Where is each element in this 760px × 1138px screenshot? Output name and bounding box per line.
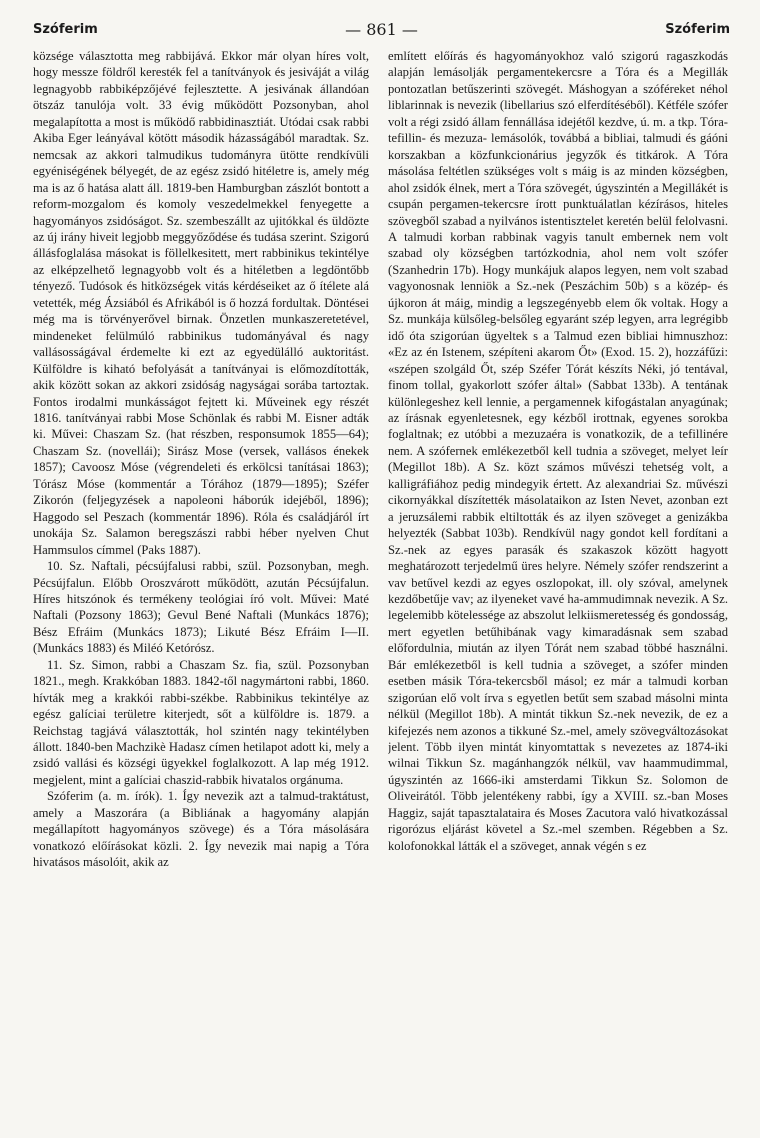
running-header (33, 20, 730, 44)
paragraph: 11. Sz. Simon, rabbi a Chaszam Sz. fia, szül. Pozsonyban 1821., megh. Krakkóban 1883. 1842-től nagymártoni rabbi, 1860. hívták meg a krakkói rabbi-székbe. Rabbinikus tekintélye az egész galíciai területre kiterjedt, sőt a külföldre is. 1879. a Reichstag tagjává választották, hol szintén nagy tekintélyben állott. 1840-ben Machzikè Hadasz címen hetilapot adott ki, mely a zsidó vallási és községi ügyekkel foglalkozott. A lap még 1912. megjelent, mint a galíciai chaszid-rabbik hivatalos orgánuma. (33, 657, 369, 787)
paragraph: 10. Sz. Naftali, pécsújfalusi rabbi, szül. Pozsonyban, megh. Pécsújfalun. Előbb Oroszvárott működött, azután Pécsújfalun. Híres hitszónok és termékeny teológiai író volt. Művei: Maté Naftali (Pozsony 1863); Gevul Bené Naftali (Munkács 1876); Bész Efráim (Munkács 1873); Likuté Bész Efráim I—II. (Munkács 1883) és Miléó Ketórósz. (33, 559, 369, 656)
paragraph: községe választotta meg rabbijává. Ekkor már olyan híres volt, hogy messze földről keresték fel a tanítványok és jesiváját a világ legnagyobb rabbiképzőjévé fejlesztette. A jesivának állandóan ötszáz tanulója volt. 33 évig működött Pozsonyban, ahol megalapította a most is működő rabbidinasztiát. Utódai csak rabbi Akiba Eger leányával kötött második házasságából maradtak. Sz. nemcsak az akkori talmudikus tudományra ütötte rendkívüli egyéniségének bélyegét, de az egész zsidó hitéletre is, amely még ma is az ő hatása alatt áll. 1819-ben Hamburgban zászlót bontott a reform-mozgalom és komoly veszedelmekkel fenyegette a hagyományos zsidóságot. Sz. szembeszállt az ujitókkal és üldözte az új irány hiveit legjobb meggyőződése és tudása szerint. Szigorú állásfoglalása másokat is föllelkesitett, mert rabbinikus tekintélye az elképzelhető legnagyobb volt és a hitéletben a legdöntőbb tényező. Tudósok és hitközségek vitás kérdéseiket az ő ítélete alá vetették, még Ázsiából és Afrikából is ő hozzá fordultak. Döntései még ma is törvényerővel birnak. Önzetlen munkaszeretetével, mindeneket felülmúló rabbinikus tudományával és nagy vallásosságával érdemelte ki ezt az egyedülálló auktoritást. Külföldre is kiható befolyását a tanítványai is előmozdították, akik között sokan az akkori zsidóság nagyságai sorába tartoztak. Fontos irodalmi munkásságot fejtett ki. Műveinek egy részét 1816. tanítványai rabbi Mose Schönlak és rabbi M. Eisner adták ki. Művei: Chaszam Sz. (hat részben, responsumok 1855—64); Chaszam Sz. (novellái); Sirász Mose (versek, vallásos énekek 1857); Cavoosz Móse (végrendeleti és erkölcsi tanításai 1863); Tórász Móse (kommentár a Tórához (1879—1895); Széfer Zikorón (feljegyzések a napoleoni háborúk idejéből, 1896); Haggodo sel Peszach (kommentár 1896). Róla és családjáról írt unokája Sz. Salamon beregszászi rabbi héber nyelven Chut Hammsulos címmel (Paks 1887). (33, 49, 369, 557)
right-column (388, 48, 728, 1130)
header-left-title: Szóferim (33, 22, 98, 37)
page-number: — 861 — (345, 20, 418, 39)
paragraph: említett előírás és hagyományokhoz való szigorú ragaszkodás alapján lemásolják pergamentekercsre a Tóra és a Megillák pontozatlan betűszerinti szövegét. Máshogyan a szóféreket néhol liblarinnak is nevezik (libellarius szó elferdítéséből). Kétféle szófer volt a régi zsidó állam fennállása idejétől kezdve, ú. m. a tkp. Tóra-tefillin- és mezuza- lemásolók, továbbá a bibliai, talmudi és gáóni korszakban a közfunkcionárius jegyzők és titkárok. A Tóra másolása feltétlen szükséges volt s máig is az minden községben, ahol zsidók élnek, mert a Tóra szövegét, úgyszintén a Megillákét is csupán pergamen-tekercsre írott punktuálatlan kézírásos, hiteles szövegből szabad a nyilvános istentisztelet keretén belül felolvasni. A talmudi korban rabbinak vagyis tanult embernek nem volt szabad oly községben tartózkodnia, ahol nem volt szófer (Szanhedrin 17b). Hogy munkájuk alapos legyen, nem volt szabad vagyonosnak lenniök a Sz.-nek (Peszáchim 50b) s a közép- és újkoron át máig, mindig a legszegényebb elem ők voltak. Hogy a Sz. munkája külsőleg-belsőleg egyaránt szép legyen, arra legrégibb idő óta szigorúan ügyeltek s a Talmud ezen bibliai himnuszhoz: «Ez az én Istenem, szépíteni akarom Őt» (Exod. 15. 2), hozzáfűzi: «szépen szolgáld Őt, szép Széfer Tórát készíts Néki, jó tentával, finom tollal, gyakorlott szófer által» (Sabbat 133b). A tentának különlegeshez kell lennie, a pergamennek kifogástalan anyagúnak; az írásnak egyenletesnek, egy kézből irottnak, egyenes sorokba foglaltnak; ez utóbbi a mezuzaéra is vonatkozik, de a tefillinére nem. A szófernek emlékezetből kell tudnia a szöveget, melyet leír (Megillot 18b). A Sz. közt számos művészi tehetség volt, a kalligráfiához pedig mindegyik értett. Az alexandriai Sz. művészi cikornyákkal díszítették másolataikon az Isten Nevet, azonban ezt a jeruzsálemi rabbik eltiltották és az ilyen szöveget a genizákba helyezték (Sabbat 103b). Rendkívül nagy gondot kell fordítani a Sz.-nek az egyes parasák és szakaszok között hagyott meghatározott terjedelmű üres helyre. Némely szófer rendszerint a vav betűvel kezdi az egyes oszlopokat, ill. oly szóval, amelynek kezdőbetűje vav; az ilyeneket vavé ha-ammudimnak nevezik. A Sz. legelemibb kötelessége az abszolut lelkiismeretesség és gondosság, mert egyetlen betűhibának vagy kimaradásnak sem szabad előfordulnia, miután az ilyen Tórát nem szabad többé használni. Bár emlékezetből is kell tudnia a szöveget, a szófer minden esetben másik Tóra-tekercsből másol; ez már a talmudi korban szigorúan elő volt írva s egyetlen betűt sem szabad másolni minta nélkül (Megillot 18b). A mintát tikkun Sz.-nek nevezik, de ez a kifejezés nem azonos a tikkuné Sz.-mel, amely szövegváltozásokat jelent. Több ilyen mintát kinyomtattak s nevezetes az 1874-iki wilnai Tikkun Sz. magánhangzók nélkül, vav haammudimmal, úgyszintén az 1666-iki amsterdami Tikkun Sz. Solomon de Oliveirától. Több jelentékeny rabbi, így a XVIII. sz.-ban Moses Haggiz, saját tapasztalataira és Moses Zacutora való hivatkozással rigorózus eljárást követel a Sz.-mel szemben. Régebben a Sz. kolofonokkal látták el a szöveget, annak végén s ez (388, 49, 728, 853)
header-right-title: Szóferim (665, 22, 730, 37)
left-column (33, 48, 369, 1130)
paragraph: Szóferim (a. m. írók). 1. Így nevezik azt a talmud-traktátust, amely a Maszorára (a Bibliának a hagyomány alapján megállapított hagyományos szövege) és a Tóra másolására vonatkozó előírásokat közli. 2. Így nevezik mai napig a Tóra hivatásos másolóit, akik az (33, 789, 369, 870)
